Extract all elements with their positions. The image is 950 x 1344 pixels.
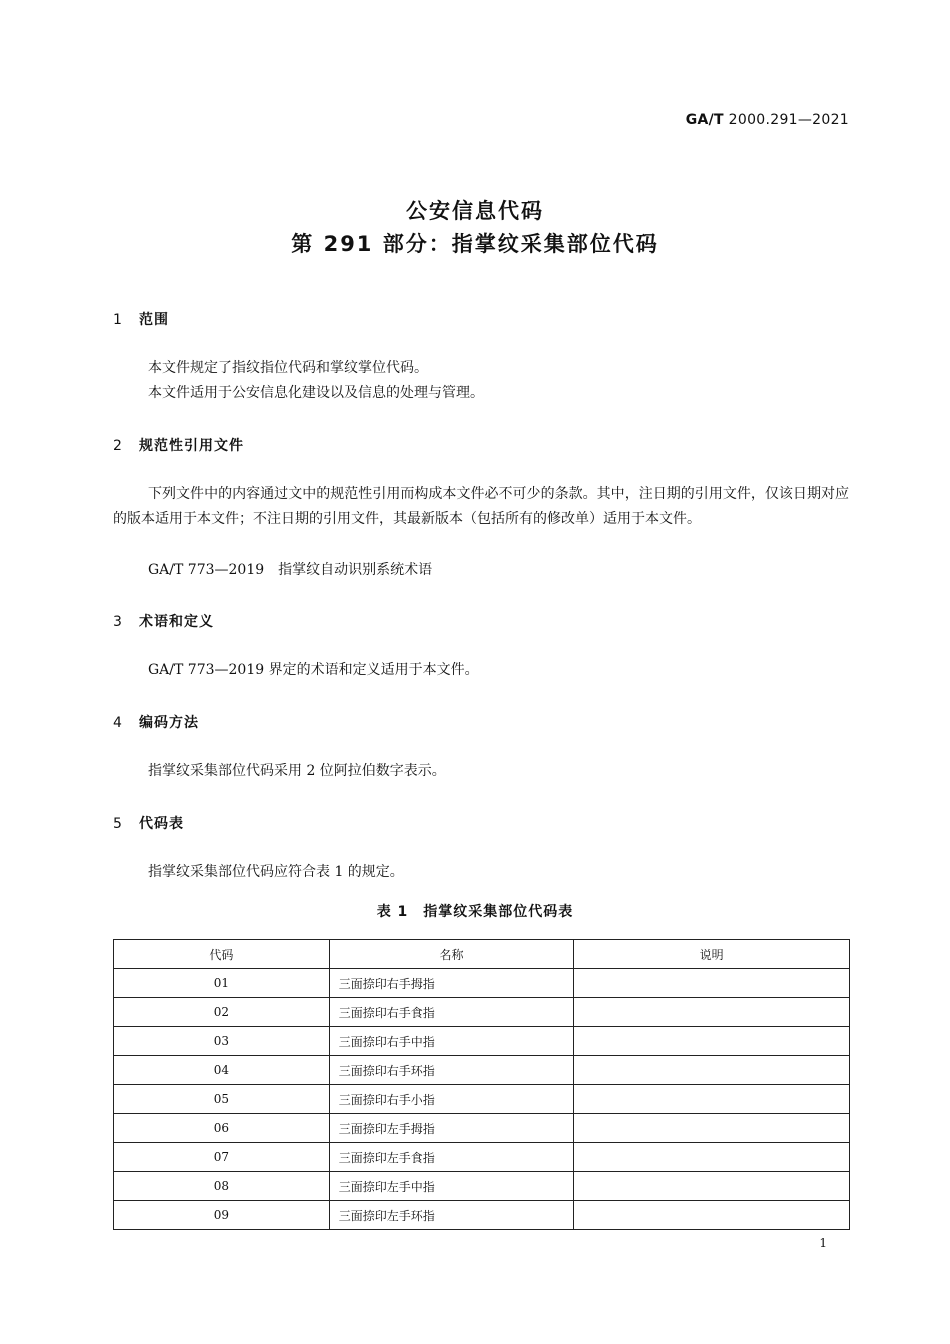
standard-number: 2000.291—2021 [728,112,849,128]
section-number: 5 [113,816,123,832]
code-cell: 07 [114,1143,330,1172]
name-cell: 三面捺印右手环指 [329,1056,574,1085]
table-row [114,1201,850,1230]
paragraph: 指掌纹采集部位代码应符合表 1 的规定。 [148,864,404,880]
note-cell [574,1085,850,1114]
paragraph: 指掌纹采集部位代码采用 2 位阿拉伯数字表示。 [148,763,446,779]
table-row [114,1056,850,1085]
paragraph: 本文件规定了指纹指位代码和掌纹掌位代码。 [148,360,428,376]
name-cell: 三面捺印右手中指 [329,1027,574,1056]
section-number: 2 [113,438,123,454]
name-cell: 三面捺印右手食指 [329,998,574,1027]
note-cell [574,1201,850,1230]
code-cell: 01 [114,969,330,998]
table-row [114,969,850,998]
paragraph: 下列文件中的内容通过文中的规范性引用而构成本文件必不可少的条款。其中，注日期的引用文件，仅该日期对应的版本适用于本文件；不注日期的引用文件，其最新版本（包括所有的修改单）适用于本文件。 [113,486,849,527]
column-header-name: 名称 [329,940,574,969]
table-row [114,1143,850,1172]
code-cell: 03 [114,1027,330,1056]
code-cell: 06 [114,1114,330,1143]
code-cell: 04 [114,1056,330,1085]
reference-entry: GA/T 773—2019 指掌纹自动识别系统术语 [148,562,433,578]
paragraph: GA/T 773—2019 界定的术语和定义适用于本文件。 [148,662,479,678]
standard-code [686,112,849,128]
table-row [114,1027,850,1056]
section-title: 术语和定义 [139,614,214,630]
table-row [114,1085,850,1114]
note-cell [574,1143,850,1172]
note-cell [574,998,850,1027]
section-title: 代码表 [139,816,184,832]
section-number: 1 [113,312,123,328]
table-caption: 表 1 指掌纹采集部位代码表 [376,904,574,920]
section-number: 4 [113,715,123,731]
column-header-code: 代码 [114,940,330,969]
section-title: 范围 [139,312,169,328]
section-heading-scope [113,309,169,329]
note-cell [574,1056,850,1085]
table-header-row [114,940,850,969]
page-number: 1 [819,1236,827,1250]
section-title: 规范性引用文件 [139,438,244,454]
section-heading-terms [113,611,214,631]
document-subtitle: 第 291 部分：指掌纹采集部位代码 [291,232,659,256]
note-cell [574,969,850,998]
standard-prefix: GA/T [685,112,724,128]
code-table [113,939,850,1230]
note-cell [574,1027,850,1056]
name-cell: 三面捺印左手中指 [329,1172,574,1201]
table-row [114,998,850,1027]
section-heading-normative-references [113,435,244,455]
name-cell: 三面捺印右手小指 [329,1085,574,1114]
note-cell [574,1172,850,1201]
note-cell [574,1114,850,1143]
section-heading-code-table [113,813,184,833]
code-cell: 08 [114,1172,330,1201]
section-number: 3 [113,614,123,630]
name-cell: 三面捺印左手食指 [329,1143,574,1172]
paragraph: 本文件适用于公安信息化建设以及信息的处理与管理。 [148,385,484,401]
column-header-note: 说明 [574,940,850,969]
name-cell: 三面捺印右手拇指 [329,969,574,998]
name-cell: 三面捺印左手拇指 [329,1114,574,1143]
code-cell: 02 [114,998,330,1027]
section-heading-coding-method [113,712,199,732]
section-title: 编码方法 [139,715,199,731]
table-row [114,1172,850,1201]
code-cell: 09 [114,1201,330,1230]
name-cell: 三面捺印左手环指 [329,1201,574,1230]
table-row [114,1114,850,1143]
document-title: 公安信息代码 [406,199,544,223]
code-cell: 05 [114,1085,330,1114]
